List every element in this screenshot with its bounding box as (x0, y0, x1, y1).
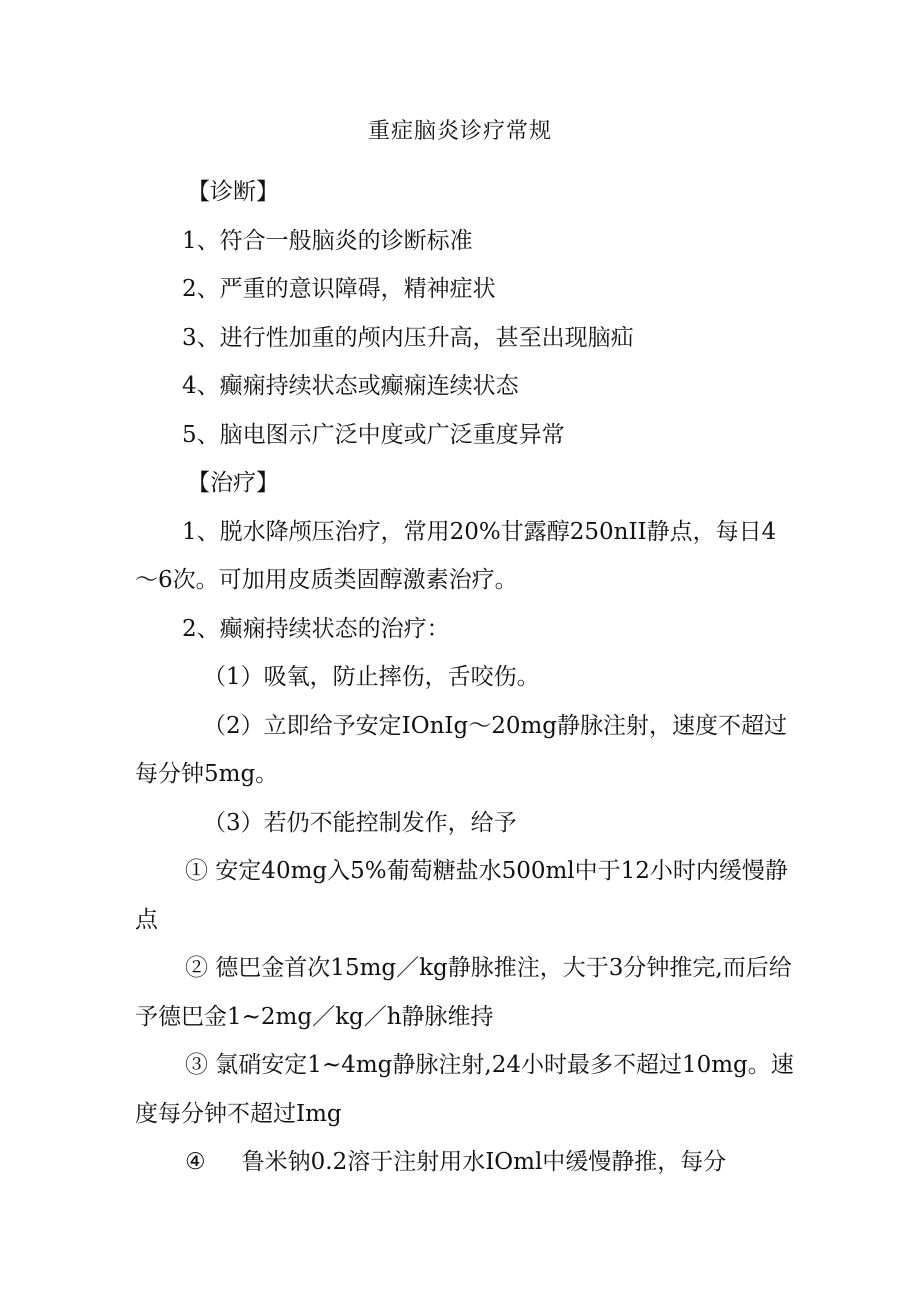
treatment-option-4-text: 鲁米钠0.2溶于注射用水IOml中缓慢静推，每分 (241, 1149, 727, 1175)
diagnosis-heading: 【诊断】 (187, 179, 279, 205)
treatment-item-1: 1、脱水降颅压治疗，常用20%甘露醇250nII静点，每日4～6次。可加用皮质类固醇激素治疗。 (135, 518, 777, 593)
document-title: 重症脑炎诊疗常规 (367, 119, 552, 144)
diagnosis-item-1: 1、符合一般脑炎的诊断标准 (182, 227, 473, 254)
treatment-option-1: ① 安定40mg入5%葡萄糖盐水500ml中于12小时内缓慢静点 (135, 858, 788, 933)
diagnosis-item-4: 4、癫痫持续状态或癫痫连续状态 (182, 373, 519, 399)
diagnosis-item-3: 3、进行性加重的颅内压升高，甚至出现脑疝 (182, 324, 634, 351)
treatment-item-2: 2、癫痫持续状态的治疗： (182, 615, 450, 642)
treatment-option-2: ② 德巴金首次15mg／kg静脉推注，大于3分钟推完,而后给予德巴金1~2mg／kg／h静脉维持 (135, 955, 792, 1030)
treatment-sub-3: （3）若仍不能控制发作，给予 (203, 809, 517, 836)
diagnosis-item-2: 2、严重的意识障碍，精神症状 (182, 276, 496, 302)
treatment-option-4-marker: ④ (185, 1149, 206, 1175)
treatment-sub-2: （2）立即给予安定IOnIg～20mg静脉注射，速度不超过每分钟5mg。 (135, 712, 787, 787)
treatment-heading: 【治疗】 (187, 470, 279, 496)
treatment-sub-1: （1）吸氧，防止摔伤，舌咬伤。 (203, 664, 540, 690)
treatment-option-4 (135, 1138, 795, 1187)
diagnosis-item-5: 5、脑电图示广泛中度或广泛重度异常 (182, 421, 565, 448)
document-body (135, 168, 795, 1187)
treatment-option-3: ③ 氯硝安定1~4mg静脉注射,24小时最多不超过10mg。速度每分钟不超过Img (135, 1052, 794, 1127)
